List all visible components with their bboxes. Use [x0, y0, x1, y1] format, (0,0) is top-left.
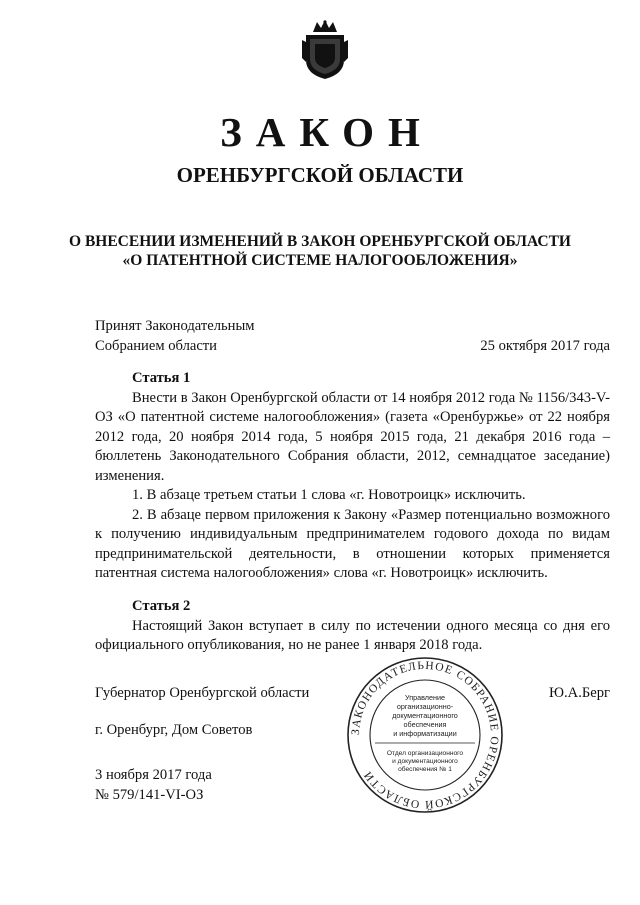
law-number: № 579/141-VI-ОЗ: [95, 786, 204, 803]
law-subject-line: О ВНЕСЕНИИ ИЗМЕНЕНИЙ В ЗАКОН ОРЕНБУРГСКОЙ ОБЛАСТИ: [69, 233, 571, 250]
article-paragraph: 2. В абзаце первом приложения к Закону «Размер потенциально возможного к получению индивидуальным предпринимателем годового дохода по видам предпринимательской деятельности, в отношении которых применяется патентная система налогообложения» слова «г. Новотроицк» исключить.: [95, 506, 610, 581]
article-heading: Статья 1: [132, 370, 191, 386]
signing-place: г. Оренбург, Дом Советов: [95, 722, 253, 738]
adoption-line: Собранием области: [95, 337, 217, 354]
article-paragraph: 1. В абзаце третьем статьи 1 слова «г. Новотроицк» исключить.: [132, 487, 526, 503]
article-paragraph: Настоящий Закон вступает в силу по истечении одного месяца со дня его официального опубликования, но не ранее 1 января 2018 года.: [95, 617, 610, 653]
law-subject-line: «О ПАТЕНТНОЙ СИСТЕМЕ НАЛОГООБЛОЖЕНИЯ»: [122, 252, 518, 269]
signing-info: [95, 766, 212, 805]
coat-of-arms-emblem: [300, 18, 350, 80]
official-stamp: [345, 655, 505, 815]
article-1: [95, 369, 610, 584]
stamp-text: обеспечения № 1: [398, 766, 452, 773]
adoption-line: Принят Законодательным: [95, 318, 255, 334]
stamp-text: Управление: [405, 693, 445, 702]
region-title: ОРЕНБУРГСКОЙ ОБЛАСТИ: [176, 163, 464, 187]
stamp-text: организационно-: [396, 702, 454, 711]
stamp-text: документационного: [392, 711, 458, 720]
governor-title: Губернатор Оренбургской области: [95, 685, 310, 701]
stamp-ring-text: ЗАКОНОДАТЕЛЬНОЕ СОБРАНИЕ ОРЕНБУРГСКОЙ ОБЛАСТИ: [349, 659, 501, 811]
law-subject: [0, 232, 640, 270]
article-paragraph: Внести в Закон Оренбургской области от 14 ноября 2012 года № 1156/343-V-ОЗ «О патентной системе налогообложения» (газета «Оренбуржье» от 22 ноября 2012 года, 20 ноября 2014 года, 5 ноября 2015 года, 21 декабря 2016 года – бюллетень Законодательного Собрания области, 2012, семнадцатое заседание) изменения.: [95, 389, 610, 484]
law-title: ЗАКОН: [220, 109, 434, 155]
stamp-text: и документационного: [392, 758, 458, 765]
signer-name: Ю.А.Берг: [549, 685, 610, 701]
adoption-date: 25 октября 2017 года: [480, 338, 610, 354]
adoption-block: [95, 317, 254, 356]
stamp-text: Отдел организационного: [386, 750, 464, 757]
article-2: [95, 597, 610, 656]
stamp-text: и информатизации: [393, 729, 457, 738]
stamp-text: обеспечения: [403, 720, 447, 729]
signing-date: 3 ноября 2017 года: [95, 767, 212, 783]
article-heading: Статья 2: [132, 598, 191, 614]
